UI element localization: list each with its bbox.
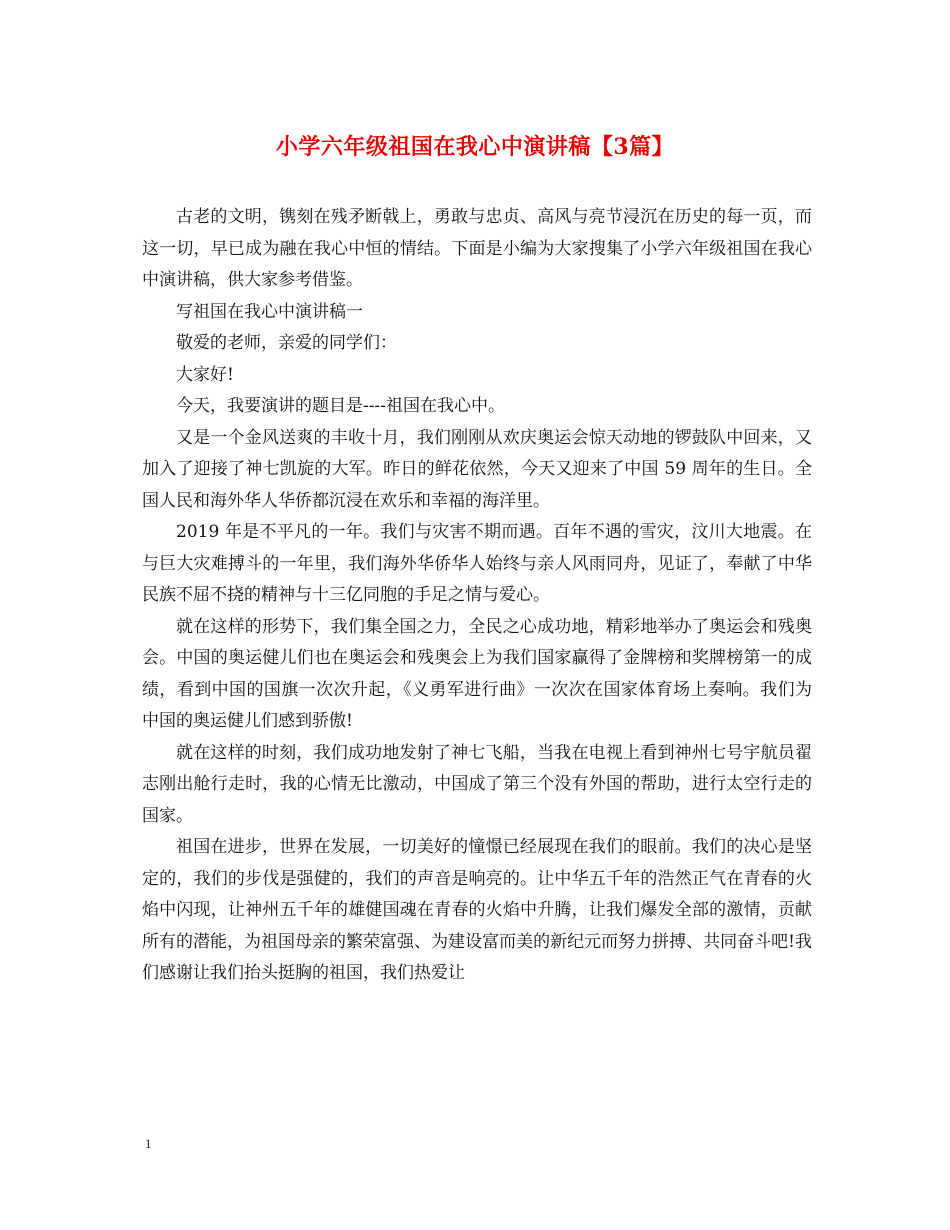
paragraph-year-2019: 2019 年是不平凡的一年。我们与灾害不期而遇。百年不遇的雪灾，汶川大地震。在与巨大灾难搏斗的一年里，我们海外华侨华人始终与亲人风雨同舟，见证了，奉献了中华民族不屈不挠的精神与十三亿同胞的手足之情与爱心。 [142, 522, 812, 605]
document-body [142, 202, 812, 990]
paragraph-greeting: 大家好! [176, 364, 234, 385]
paragraph-olympics: 就在这样的形势下，我们集全国之力，全民之心成功地，精彩地举办了奥运会和残奥会。中国的奥运健儿们也在奥运会和残奥会上为我们国家赢得了金牌榜和奖牌榜第一的成绩，看到中国的国旗一次次升起，《义勇军进行曲》一次次在国家体育场上奏响。我们为中国的奥运健儿们感到骄傲! [142, 616, 812, 731]
paragraph-intro: 古老的文明，镌刻在残矛断戟上，勇敢与忠贞、高风与亮节浸沉在历史的每一页，而这一切，早已成为融在我心中恒的情结。下面是小编为大家搜集了小学六年级祖国在我心中演讲稿，供大家参考借鉴。 [142, 207, 812, 290]
page-title: 小学六年级祖国在我心中演讲稿【3篇】 [275, 134, 675, 160]
paragraph-october: 又是一个金风送爽的丰收十月，我们刚刚从欢庆奥运会惊天动地的锣鼓队中回来，又加入了迎接了神七凯旋的大军。昨日的鲜花依然，今天又迎来了中国 59 周年的生日。全国人民和海外华人华侨都沉浸在欢乐和幸福的海洋里。 [142, 427, 812, 511]
paragraph-speech-heading: 写祖国在我心中演讲稿一 [176, 301, 363, 322]
paragraph-salutation: 敬爱的老师，亲爱的同学们： [176, 333, 397, 353]
paragraph-progress: 祖国在进步，世界在发展，一切美好的憧憬已经展现在我们的眼前。我们的决心是坚定的，我们的步伐是强健的，我们的声音是响亮的。让中华五千年的浩然正气在青春的火焰中闪现，让神州五千年的雄健国魂在青春的火焰中升腾，让我们爆发全部的激情，贡献所有的潜能，为祖国母亲的繁荣富强、为建设富而美的新纪元而努力拼搏、共同奋斗吧!我们感谢让我们抬头挺胸的祖国，我们热爱让 [142, 837, 812, 983]
paragraph-topic: 今天，我要演讲的题目是----祖国在我心中。 [176, 396, 505, 416]
paragraph-shenqi: 就在这样的时刻，我们成功地发射了神七飞船，当我在电视上看到神州七号宇航员翟志刚出舱行走时，我的心情无比激动，中国成了第三个没有外国的帮助，进行太空行走的国家。 [142, 742, 812, 826]
page-number: 1 [145, 1136, 152, 1151]
